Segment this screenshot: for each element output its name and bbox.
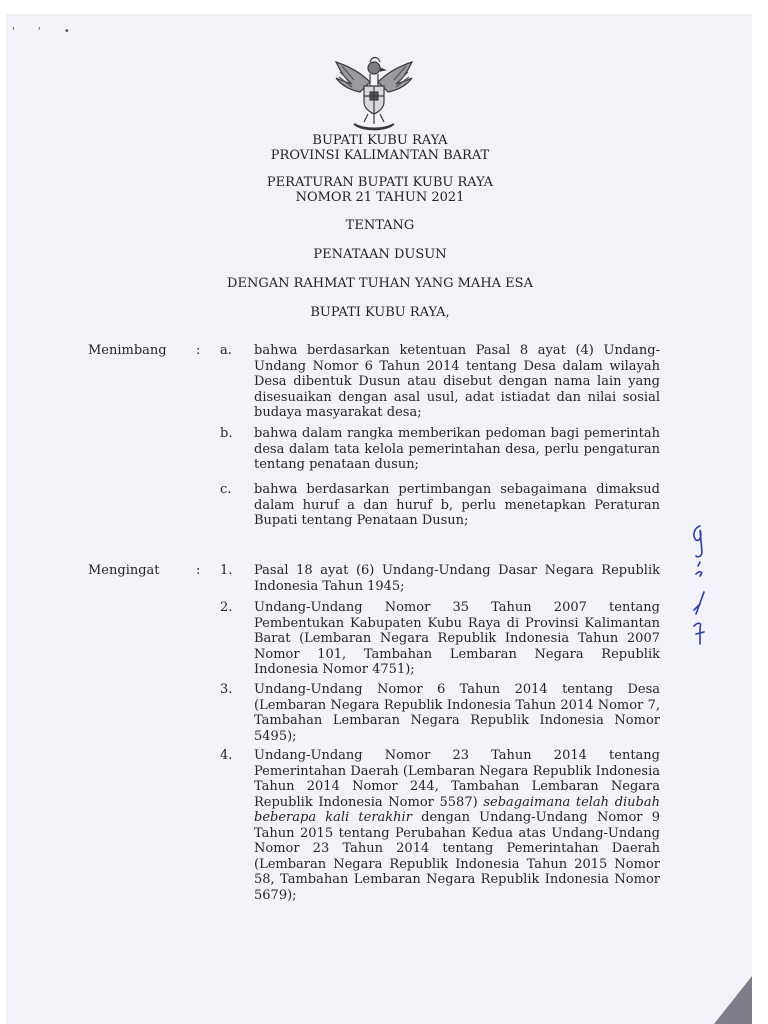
- mengingat-item-3: Undang-Undang Nomor 6 Tahun 2014 tentang Desa (Lembaran Negara Republik Indonesia Tahun 2014 Nomor 7, Tambahan Lembaran Negara Republik Indonesia Nomor 5495);: [254, 682, 660, 744]
- menimbang-item-a: bahwa berdasarkan ketentuan Pasal 8 ayat (4) Undang-Undang Nomor 6 Tahun 2014 tentang Desa dalam wilayah Desa dibentuk Dusun atau disebut dengan nama lain yang disesuaikan dengan asal usul, adat istiadat dan nilai sosial budaya masyarakat desa;: [254, 343, 660, 420]
- mengingat-marker-3: 3.: [220, 682, 233, 697]
- menimbang-marker-c: c.: [220, 482, 232, 497]
- mengingat-item-1: Pasal 18 ayat (6) Undang-Undang Dasar Negara Republik Indonesia Tahun 1945;: [254, 563, 660, 594]
- issuer-line: BUPATI KUBU RAYA,: [310, 305, 450, 320]
- mengingat-item-4-italic: sebagaimana telah diubah beberapa kali terakhir: [254, 794, 660, 825]
- garuda-emblem-icon: [330, 52, 418, 132]
- mengingat-marker-4: 4.: [220, 748, 233, 763]
- mengingat-label: Mengingat: [88, 563, 160, 578]
- mengingat-marker-1: 1.: [220, 563, 233, 578]
- menimbang-label: Menimbang: [88, 343, 167, 358]
- mengingat-colon: :: [196, 563, 201, 578]
- mengingat-item-2: Undang-Undang Nomor 35 Tahun 2007 tentang Pembentukan Kabupaten Kubu Raya di Provinsi Kalimantan Barat (Lembaran Negara Republik Indonesia Tahun 2007 Nomor 101, Tambahan Lembaran Negara Republik Indonesia Nomor 4751);: [254, 600, 660, 677]
- regulation-number: NOMOR 21 TAHUN 2021: [295, 190, 465, 205]
- about-label: TENTANG: [345, 218, 415, 233]
- regulation-title: PERATURAN BUPATI KUBU RAYA: [266, 175, 494, 190]
- menimbang-item-b: bahwa dalam rangka memberikan pedoman bagi pemerintah desa dalam tata kelola pemerintahan desa, perlu pengaturan tentang penataan dusun;: [254, 426, 660, 472]
- handwritten-initials-icon: [686, 522, 716, 650]
- menimbang-colon: :: [196, 343, 201, 358]
- scan-specks: ' ' •: [12, 26, 80, 37]
- authority-title: BUPATI KUBU RAYA: [312, 133, 448, 148]
- mengingat-item-4: [254, 748, 660, 903]
- menimbang-marker-a: a.: [220, 343, 232, 358]
- regulation-subject: PENATAAN DUSUN: [313, 247, 447, 262]
- menimbang-item-c: bahwa berdasarkan pertimbangan sebagaimana dimaksud dalam huruf a dan huruf b, perlu menetapkan Peraturan Bupati tentang Penataan Dusun;: [254, 482, 660, 528]
- mengingat-marker-2: 2.: [220, 600, 233, 615]
- folded-corner: [714, 976, 752, 1024]
- invocation-line: DENGAN RAHMAT TUHAN YANG MAHA ESA: [227, 276, 533, 291]
- mengingat-item-4-text-end: dengan Undang-Undang Nomor 9 Tahun 2015 tentang Perubahan Kedua atas Undang-Undang Nomor 23 Tahun 2014 tentang Pemerintahan Daerah (Lembaran Negara Republik Indonesia Tahun 2015 Nomor 58, Tambahan Lembaran Negara Republik Indonesia Nomor 5679);: [254, 810, 660, 903]
- province-title: PROVINSI KALIMANTAN BARAT: [270, 148, 490, 163]
- menimbang-marker-b: b.: [220, 426, 233, 441]
- mengingat-item-4-text-start: Undang-Undang Nomor 23 Tahun 2014 tentang Pemerintahan Daerah (Lembaran Negara Republik Indonesia Tahun 2014 Nomor 244, Tambahan Lembaran Negara Republik Indonesia Nomor 5587): [254, 748, 660, 810]
